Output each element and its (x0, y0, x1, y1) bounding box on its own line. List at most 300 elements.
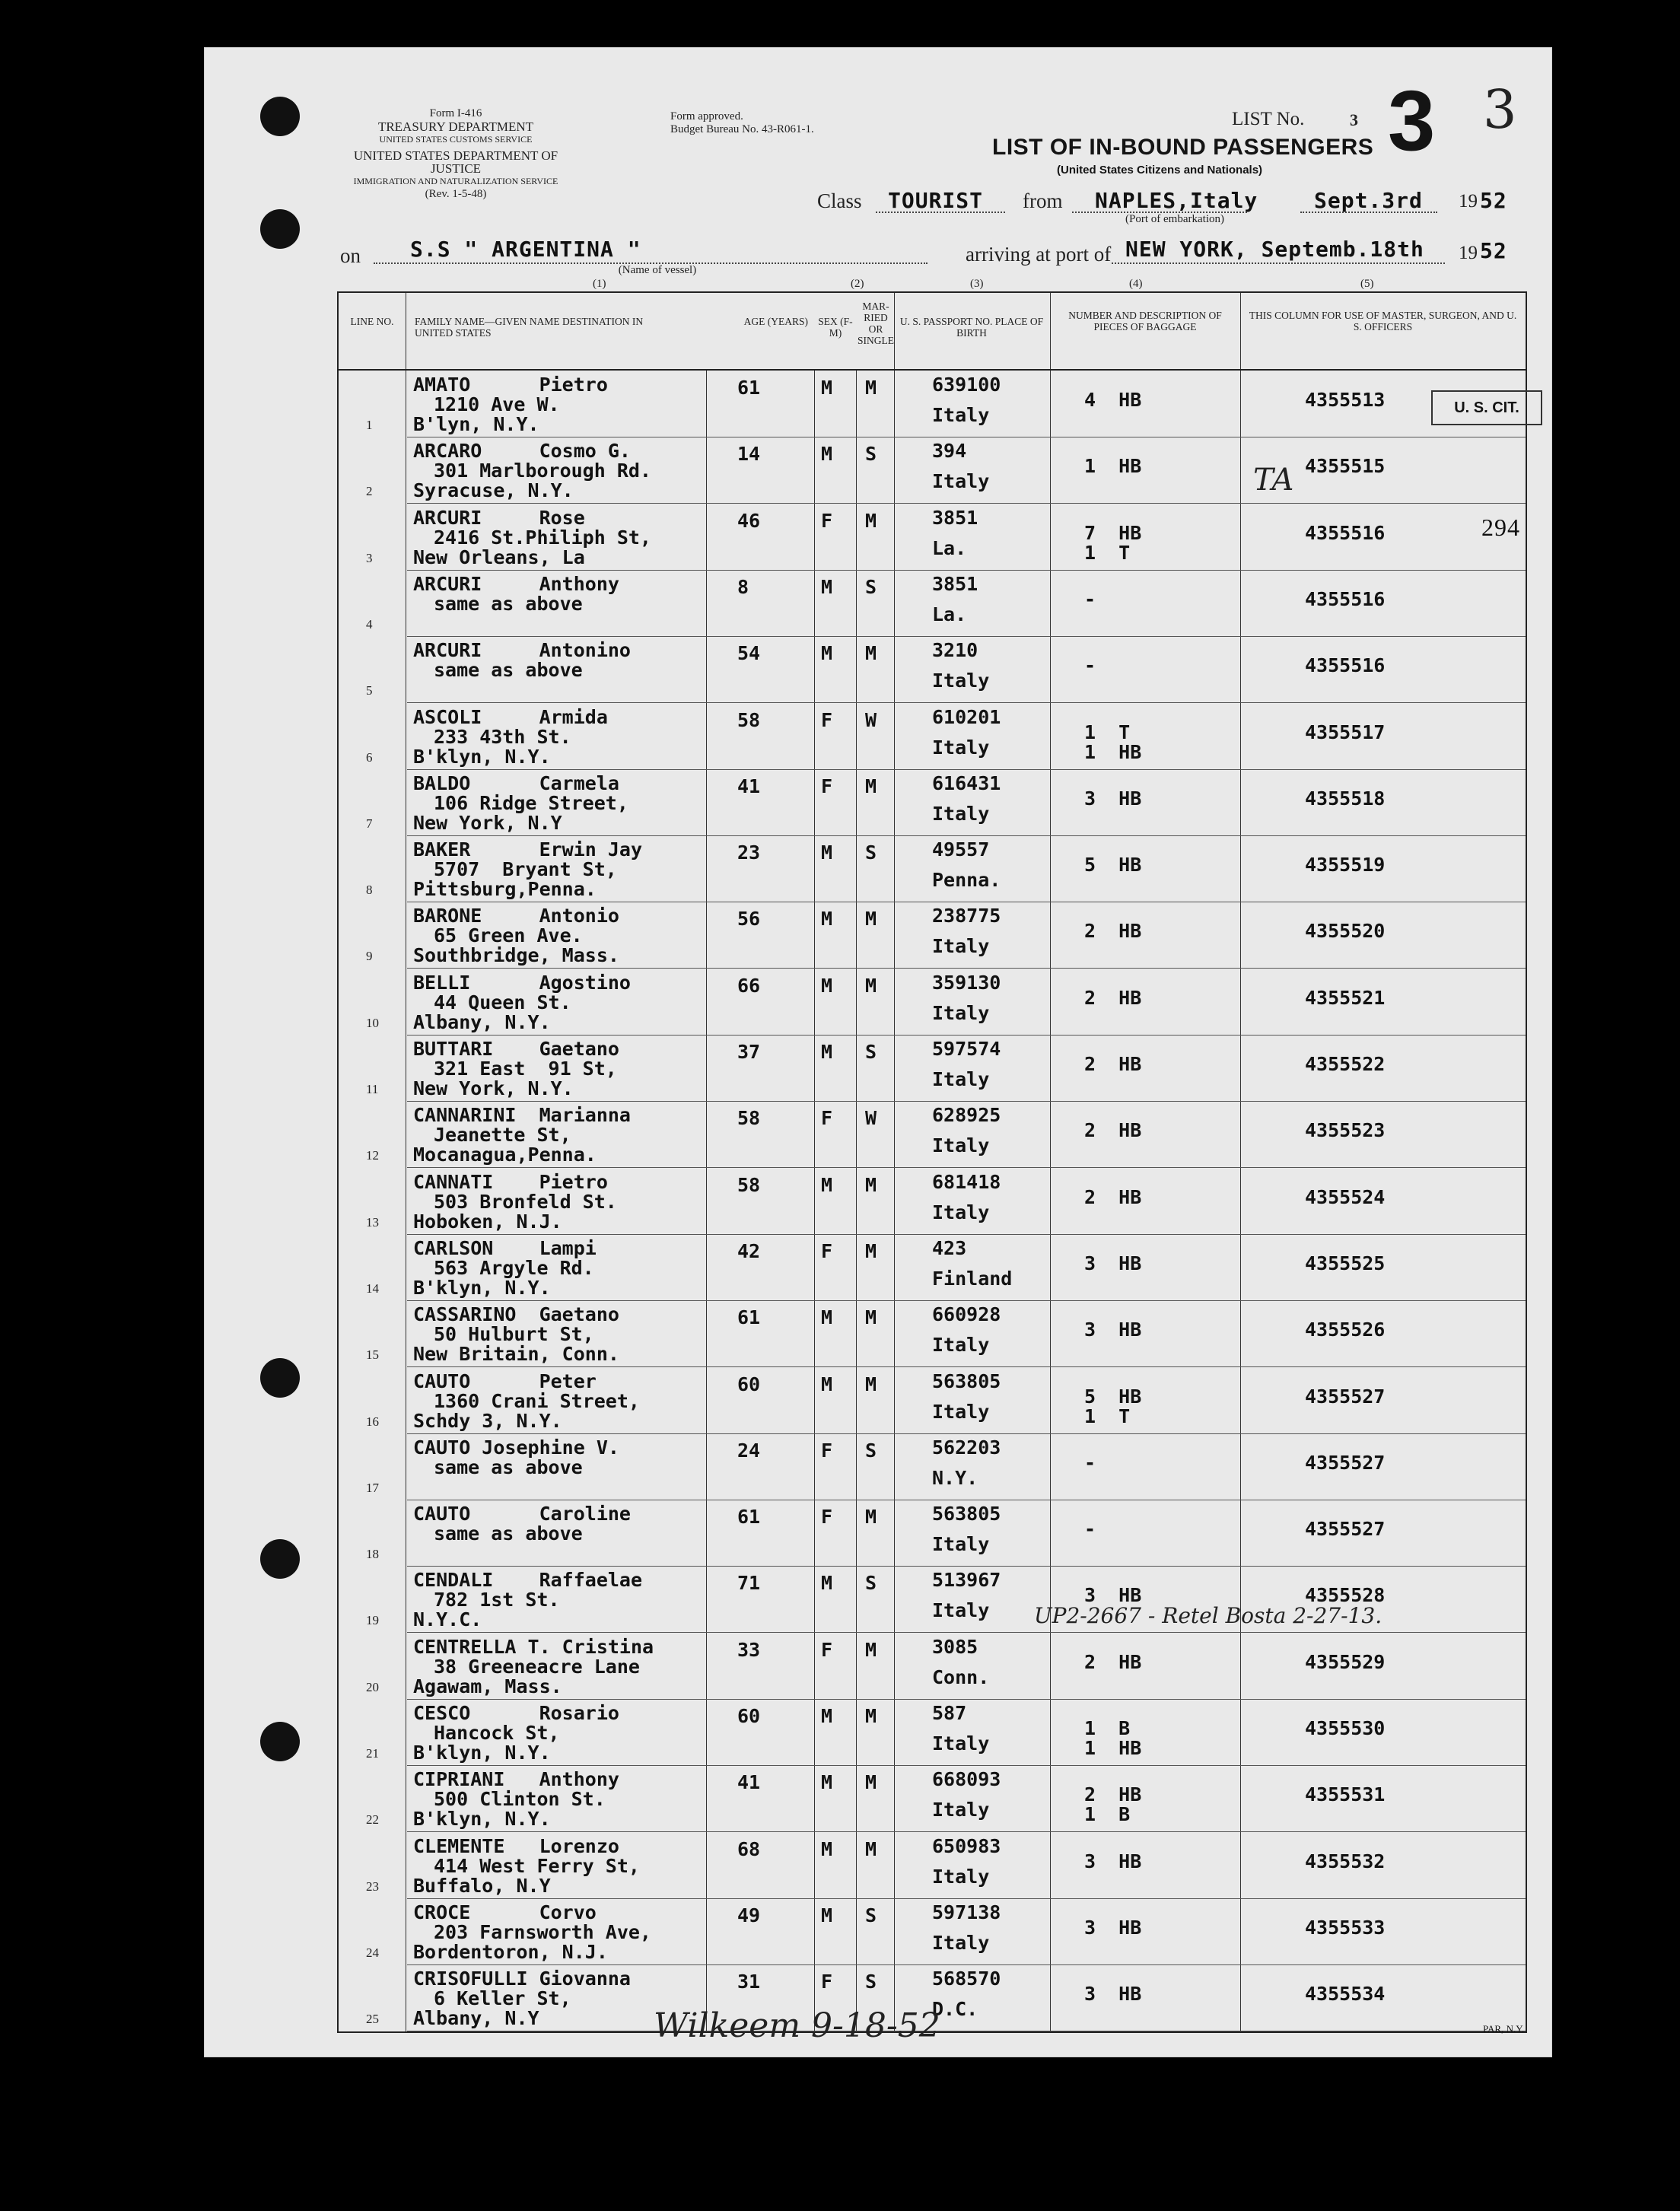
manifest-sheet (204, 47, 1552, 2057)
baggage-line-1: 5 HB (1084, 1385, 1142, 1408)
passenger-age: 61 (737, 1306, 761, 1329)
passenger-sex: F (821, 1239, 833, 1262)
passenger-marital: M (865, 1837, 877, 1860)
place-of-birth: Italy (932, 935, 990, 958)
passenger-sex: M (821, 1306, 833, 1329)
passenger-name: CANNARINI Marianna (413, 1104, 631, 1127)
passenger-marital: M (865, 1239, 877, 1262)
passport-number: 3085 (932, 1635, 978, 1658)
passenger-sex: F (821, 775, 833, 797)
place-of-birth: Italy (932, 802, 990, 825)
passenger-name: CLEMENTE Lorenzo (413, 1834, 619, 1857)
passenger-age: 71 (737, 1572, 761, 1595)
table-row (339, 504, 1526, 571)
passenger-city: Bordentoron, N.J. (413, 1940, 608, 1963)
passenger-sex: F (821, 1107, 833, 1130)
form-number: Form I-416 (429, 107, 482, 119)
passenger-age: 41 (737, 775, 761, 797)
passenger-name: CARLSON Lampi (413, 1236, 597, 1259)
passenger-city: B'lyn, N.Y. (413, 413, 539, 435)
passenger-sex: M (821, 1041, 833, 1063)
officer-number: 4355513 (1305, 389, 1386, 411)
passenger-age: 56 (737, 908, 761, 931)
passport-number: 513967 (932, 1569, 1001, 1592)
col-num-1: (1) (593, 278, 606, 290)
table-row (339, 1500, 1526, 1567)
passenger-city: Mocanagua,Penna. (413, 1144, 597, 1166)
header-officers: THIS COLUMN FOR USE OF MASTER, SURGEON, AND U. S. OFFICERS (1249, 310, 1517, 332)
margin-number: 294 (1481, 514, 1520, 541)
passenger-marital: S (865, 443, 877, 466)
passenger-name: BARONE Antonio (413, 905, 619, 927)
passport-number: 597574 (932, 1038, 1001, 1060)
passenger-city: B'klyn, N.Y. (413, 1276, 551, 1299)
passenger-marital: S (865, 1572, 877, 1595)
place-of-birth: Italy (932, 1533, 990, 1556)
officer-number: 4355518 (1305, 787, 1386, 810)
table-row (339, 902, 1526, 969)
table-row (339, 1765, 1526, 1832)
passenger-address: 44 Queen St. (434, 991, 571, 1013)
passport-number: 359130 (932, 971, 1001, 994)
manifest-title: LIST OF IN-BOUND PASSENGERS (992, 135, 1374, 160)
binder-hole (260, 1539, 300, 1579)
passenger-name: CESCO Rosario (413, 1702, 619, 1724)
officer-number: 4355516 (1305, 654, 1386, 677)
manifest-subtitle: (United States Citizens and Nationals) (1057, 164, 1263, 177)
baggage-line-1: 3 HB (1084, 1319, 1142, 1341)
baggage-line-1: 2 HB (1084, 1185, 1142, 1208)
list-no-handwritten: 3 (1483, 78, 1517, 141)
passenger-age: 23 (737, 841, 761, 864)
place-of-birth: Italy (932, 1068, 990, 1090)
passenger-age: 41 (737, 1771, 761, 1794)
baggage-line-1: 2 HB (1084, 1119, 1142, 1142)
table-row (339, 969, 1526, 1036)
table-row (339, 1433, 1526, 1500)
officer-number: 4355528 (1305, 1584, 1386, 1607)
class-value: TOURIST (888, 188, 984, 213)
line-number: 4 (366, 616, 373, 631)
line-number: 11 (366, 1082, 379, 1096)
passenger-marital: S (865, 1904, 877, 1926)
passenger-age: 42 (737, 1239, 761, 1262)
passenger-city: Agawam, Mass. (413, 1675, 562, 1697)
passport-number: 639100 (932, 374, 1001, 396)
officer-number: 4355517 (1305, 721, 1386, 743)
col-num-3: (3) (970, 278, 984, 290)
table-row (339, 1633, 1526, 1700)
header-line-no: LINE NO. (350, 316, 394, 327)
passenger-age: 8 (737, 575, 749, 598)
baggage-line-1: 2 HB (1084, 1783, 1142, 1806)
passenger-age: 58 (737, 1173, 761, 1196)
table-row (339, 1832, 1526, 1899)
place-of-birth: Italy (932, 404, 990, 426)
passenger-city: Pittsburg,Penna. (413, 878, 597, 901)
officer-number: 4355527 (1305, 1518, 1386, 1541)
passport-number: 597138 (932, 1901, 1001, 1923)
line-number: 15 (366, 1347, 379, 1363)
passenger-name: CANNATI Pietro (413, 1170, 608, 1193)
passenger-address: same as above (434, 1455, 583, 1478)
table-row (339, 1898, 1526, 1965)
from-port: NAPLES,Italy (1095, 188, 1258, 213)
table-row (339, 703, 1526, 770)
passport-number: 3851 (932, 572, 978, 595)
line-number: 10 (366, 1015, 379, 1030)
line-number: 25 (366, 2012, 379, 2027)
passenger-sex: M (821, 1572, 833, 1595)
arrival-port-date: NEW YORK, Septemb.18th (1125, 237, 1424, 262)
form-agency-block (334, 107, 578, 201)
place-of-birth: Italy (932, 1201, 990, 1223)
passenger-marital: M (865, 1771, 877, 1794)
passenger-sex: M (821, 575, 833, 598)
line-number: 16 (366, 1414, 379, 1429)
passenger-sex: M (821, 1771, 833, 1794)
line-number: 14 (366, 1280, 379, 1296)
margin-initials: TA (1253, 463, 1294, 498)
arrival-year-value: 52 (1480, 238, 1507, 263)
baggage-line-1: 4 HB (1084, 389, 1142, 411)
passenger-marital: S (865, 1439, 877, 1462)
officer-number: 4355516 (1305, 521, 1386, 544)
passenger-address: 106 Ridge Street, (434, 791, 628, 814)
passenger-city: B'klyn, N.Y. (413, 1808, 551, 1831)
passenger-address: same as above (434, 659, 583, 682)
passenger-age: 68 (737, 1837, 761, 1860)
officer-number: 4355527 (1305, 1451, 1386, 1474)
arrival-year-prefix: 19 (1459, 243, 1478, 263)
header-baggage: NUMBER AND DESCRIPTION OF PIECES OF BAGGAGE (1068, 310, 1222, 332)
table-row (339, 1699, 1526, 1766)
passenger-sex: M (821, 1904, 833, 1926)
passport-number: 563805 (932, 1503, 1001, 1525)
header-age: AGE (YEARS) (743, 316, 808, 327)
passenger-name: CAUTO Peter (413, 1370, 597, 1392)
passenger-sex: M (821, 1837, 833, 1860)
officer-number: 4355515 (1305, 455, 1386, 478)
passenger-marital: S (865, 1041, 877, 1063)
us-citizen-stamp: U. S. CIT. (1431, 390, 1542, 425)
passenger-city: Hoboken, N.J. (413, 1210, 562, 1233)
passenger-age: 33 (737, 1638, 761, 1661)
passenger-name: BELLI Agostino (413, 971, 631, 994)
passenger-address: 203 Farnsworth Ave, (434, 1920, 651, 1943)
table-row (339, 636, 1526, 703)
passenger-name: ARCURI Rose (413, 506, 585, 529)
passenger-name: BUTTARI Gaetano (413, 1038, 619, 1060)
officer-number: 4355526 (1305, 1319, 1386, 1341)
place-of-birth: D.C. (932, 1998, 978, 2021)
passenger-marital: M (865, 908, 877, 931)
passenger-address: Hancock St, (434, 1722, 560, 1744)
header-name: FAMILY NAME—GIVEN NAME DESTINATION IN UNITED STATES (415, 316, 644, 339)
baggage-line-1: 3 HB (1084, 1916, 1142, 1939)
passenger-sex: M (821, 1373, 833, 1395)
passport-number: 668093 (932, 1768, 1001, 1791)
baggage-line-2: 1 B (1084, 1803, 1131, 1826)
officer-number: 4355522 (1305, 1053, 1386, 1075)
passenger-address: 414 West Ferry St, (434, 1854, 640, 1877)
baggage-line-1: 3 HB (1084, 1252, 1142, 1274)
line-number: 12 (366, 1148, 379, 1163)
from-caption: (Port of embarkation) (1125, 213, 1224, 225)
passenger-address: 2416 St.Philiph St, (434, 526, 651, 549)
passenger-address: 38 Greeneacre Lane (434, 1655, 640, 1678)
line-number: 2 (366, 484, 373, 499)
passenger-name: CAUTO Caroline (413, 1503, 631, 1525)
passport-number: 650983 (932, 1834, 1001, 1857)
officer-number: 4355520 (1305, 920, 1386, 943)
passenger-sex: F (821, 1638, 833, 1661)
baggage-line-2: 1 HB (1084, 740, 1142, 763)
passenger-marital: S (865, 841, 877, 864)
passenger-age: 66 (737, 974, 761, 997)
passport-number: 394 (932, 440, 967, 463)
place-of-birth: La. (932, 603, 967, 625)
passenger-sex: M (821, 377, 833, 399)
line-number: 20 (366, 1679, 379, 1694)
passenger-name: BAKER Erwin Jay (413, 838, 643, 861)
header-married: MAR-RIED OR SINGLE (858, 301, 894, 346)
binder-hole (260, 1722, 300, 1761)
table-row (339, 1168, 1526, 1235)
baggage-line-1: 5 HB (1084, 854, 1142, 876)
passenger-sex: F (821, 509, 833, 532)
passenger-age: 49 (737, 1904, 761, 1926)
passenger-name: CRISOFULLI Giovanna (413, 1968, 631, 1990)
passenger-sex: F (821, 1439, 833, 1462)
passenger-marital: M (865, 1306, 877, 1329)
passport-number: 568570 (932, 1968, 1001, 1990)
baggage-line-1: - (1084, 1518, 1096, 1541)
passport-number: 616431 (932, 771, 1001, 794)
passport-number: 238775 (932, 905, 1001, 927)
officer-number: 4355525 (1305, 1252, 1386, 1274)
place-of-birth: Italy (932, 1134, 990, 1157)
table-row (339, 570, 1526, 637)
passport-number: 681418 (932, 1170, 1001, 1193)
passenger-name: ASCOLI Armida (413, 705, 608, 728)
passenger-sex: F (821, 1971, 833, 1993)
place-of-birth: Italy (932, 1334, 990, 1357)
passenger-sex: M (821, 908, 833, 931)
passenger-name: CASSARINO Gaetano (413, 1303, 619, 1326)
passenger-city: B'klyn, N.Y. (413, 1742, 551, 1764)
passenger-address: 6 Keller St, (434, 1987, 571, 2010)
passenger-marital: M (865, 974, 877, 997)
budget-bureau: Budget Bureau No. 43-R061-1. (670, 123, 814, 135)
officer-number: 4355524 (1305, 1185, 1386, 1208)
passenger-address: 1210 Ave W. (434, 393, 560, 415)
officer-number: 4355523 (1305, 1119, 1386, 1142)
line-number: 7 (366, 816, 373, 831)
passenger-marital: W (865, 1107, 877, 1130)
place-of-birth: La. (932, 536, 967, 559)
justice-dept: UNITED STATES DEPARTMENT OF JUSTICE (353, 148, 558, 176)
ins-service: IMMIGRATION AND NATURALIZATION SERVICE (353, 176, 558, 186)
passenger-name: CROCE Corvo (413, 1901, 597, 1923)
passenger-name: CENTRELLA T. Cristina (413, 1635, 654, 1658)
officer-number: 4355521 (1305, 986, 1386, 1009)
arriving-label: arriving at port of (966, 243, 1112, 266)
vessel-caption: (Name of vessel) (618, 264, 697, 276)
passenger-sex: M (821, 1705, 833, 1727)
passenger-name: CENDALI Raffaelae (413, 1569, 643, 1592)
binder-hole (260, 209, 300, 249)
passport-number: 610201 (932, 705, 1001, 728)
table-row (339, 769, 1526, 836)
passport-number: 628925 (932, 1104, 1001, 1127)
passenger-address: 1360 Crani Street, (434, 1389, 640, 1412)
passenger-city: Schdy 3, N.Y. (413, 1409, 562, 1432)
place-of-birth: Italy (932, 736, 990, 759)
year-value: 52 (1480, 188, 1507, 213)
passenger-age: 46 (737, 509, 761, 532)
passenger-city: Syracuse, N.Y. (413, 479, 574, 502)
baggage-line-2: 1 T (1084, 541, 1131, 564)
printer-mark: PAR, N.Y. (1483, 2023, 1525, 2034)
officer-number: 4355519 (1305, 854, 1386, 876)
list-no-small: 3 (1350, 110, 1358, 129)
passenger-name: BALDO Carmela (413, 771, 619, 794)
passenger-city: New Britain, Conn. (413, 1343, 619, 1366)
passport-number: 562203 (932, 1436, 1001, 1459)
passenger-address: 500 Clinton St. (434, 1788, 606, 1811)
place-of-birth: Conn. (932, 1665, 990, 1688)
passenger-name: ARCURI Antonino (413, 639, 631, 662)
passenger-city: New York, N.Y (413, 811, 562, 834)
baggage-line-1: 1 T (1084, 721, 1131, 743)
place-of-birth: Italy (932, 1001, 990, 1024)
passenger-address: 65 Green Ave. (434, 924, 583, 947)
place-of-birth: Italy (932, 1799, 990, 1821)
passenger-age: 60 (737, 1705, 761, 1727)
baggage-line-1: 3 HB (1084, 1584, 1142, 1607)
line-number: 21 (366, 1746, 379, 1761)
baggage-line-1: 2 HB (1084, 1650, 1142, 1673)
officer-number: 4355516 (1305, 587, 1386, 610)
passenger-age: 54 (737, 642, 761, 665)
passenger-address: 5707 Bryant St, (434, 858, 617, 881)
col-num-4: (4) (1129, 278, 1143, 290)
inspector-signature: Wilkeem 9-18-52 (654, 2006, 940, 2045)
passenger-marital: M (865, 1638, 877, 1661)
place-of-birth: Italy (932, 670, 990, 692)
passenger-age: 14 (737, 443, 761, 466)
line-number: 17 (366, 1480, 379, 1495)
binder-hole (260, 97, 300, 136)
treasury-dept: TREASURY DEPARTMENT (377, 119, 534, 134)
passenger-marital: M (865, 377, 877, 399)
passenger-address: Jeanette St, (434, 1124, 571, 1147)
passenger-address: same as above (434, 592, 583, 615)
officer-number: 4355534 (1305, 1983, 1386, 2006)
header-passport: U. S. PASSPORT NO. PLACE OF BIRTH (899, 316, 1044, 339)
table-row (339, 1035, 1526, 1102)
passenger-name: CAUTO Josephine V. (413, 1436, 619, 1459)
table-row (339, 371, 1526, 437)
passenger-marital: M (865, 1506, 877, 1529)
place-of-birth: N.Y. (932, 1466, 978, 1489)
passenger-sex: M (821, 642, 833, 665)
officer-number: 4355533 (1305, 1916, 1386, 1939)
year-prefix: 19 (1459, 191, 1478, 212)
passenger-city: Buffalo, N.Y (413, 1874, 551, 1897)
passenger-age: 37 (737, 1041, 761, 1063)
list-no-label: LIST No. (1232, 109, 1305, 129)
place-of-birth: Finland (932, 1267, 1013, 1290)
baggage-line-1: - (1084, 1451, 1096, 1474)
form-approved: Form approved. (670, 110, 743, 122)
line-number: 1 (366, 418, 373, 432)
line-number: 13 (366, 1214, 379, 1230)
line-number: 18 (366, 1547, 379, 1562)
passenger-marital: W (865, 708, 877, 731)
passenger-age: 31 (737, 1971, 761, 1993)
class-label: Class (817, 189, 862, 212)
baggage-line-1: 3 HB (1084, 1850, 1142, 1872)
table-row (339, 835, 1526, 902)
passenger-address: 563 Argyle Rd. (434, 1256, 594, 1279)
place-of-birth: Italy (932, 1732, 990, 1754)
passenger-age: 58 (737, 708, 761, 731)
passenger-address: same as above (434, 1522, 583, 1545)
form-approval (670, 110, 868, 136)
handwritten-annotation: UP2-2667 - Retel Bosta 2-27-13. (1034, 1603, 1382, 1628)
table-row (339, 1367, 1526, 1434)
baggage-line-2: 1 T (1084, 1405, 1131, 1427)
passenger-sex: F (821, 708, 833, 731)
officer-number: 4355532 (1305, 1850, 1386, 1872)
officer-number: 4355527 (1305, 1385, 1386, 1408)
line-number: 24 (366, 1945, 379, 1960)
passenger-table (337, 291, 1527, 2033)
passenger-sex: M (821, 443, 833, 466)
passenger-sex: F (821, 1506, 833, 1529)
passenger-marital: M (865, 1373, 877, 1395)
table-row (339, 1234, 1526, 1301)
line-number: 3 (366, 550, 373, 565)
baggage-line-1: 3 HB (1084, 1983, 1142, 2006)
passport-number: 660928 (932, 1303, 1001, 1326)
passenger-name: ARCARO Cosmo G. (413, 440, 631, 463)
place-of-birth: Italy (932, 470, 990, 493)
passenger-age: 58 (737, 1107, 761, 1130)
passenger-address: 321 East 91 St, (434, 1058, 617, 1080)
passenger-city: Albany, N.Y (413, 2007, 539, 2030)
passenger-age: 61 (737, 1506, 761, 1529)
passenger-sex: M (821, 1173, 833, 1196)
baggage-line-1: 2 HB (1084, 986, 1142, 1009)
passenger-address: 50 Hulburt St, (434, 1323, 594, 1346)
col-num-2: (2) (851, 278, 864, 290)
line-number: 9 (366, 949, 373, 964)
passport-number: 49557 (932, 838, 990, 861)
departure-date: Sept.3rd (1314, 188, 1423, 213)
passenger-marital: M (865, 775, 877, 797)
baggage-line-1: - (1084, 587, 1096, 610)
officer-number: 4355531 (1305, 1783, 1386, 1806)
passenger-city: New Orleans, La (413, 546, 585, 568)
place-of-birth: Italy (932, 1931, 990, 1954)
passenger-address: 782 1st St. (434, 1589, 560, 1611)
passenger-name: ARCURI Anthony (413, 572, 619, 595)
passenger-age: 24 (737, 1439, 761, 1462)
binder-hole (260, 1358, 300, 1398)
